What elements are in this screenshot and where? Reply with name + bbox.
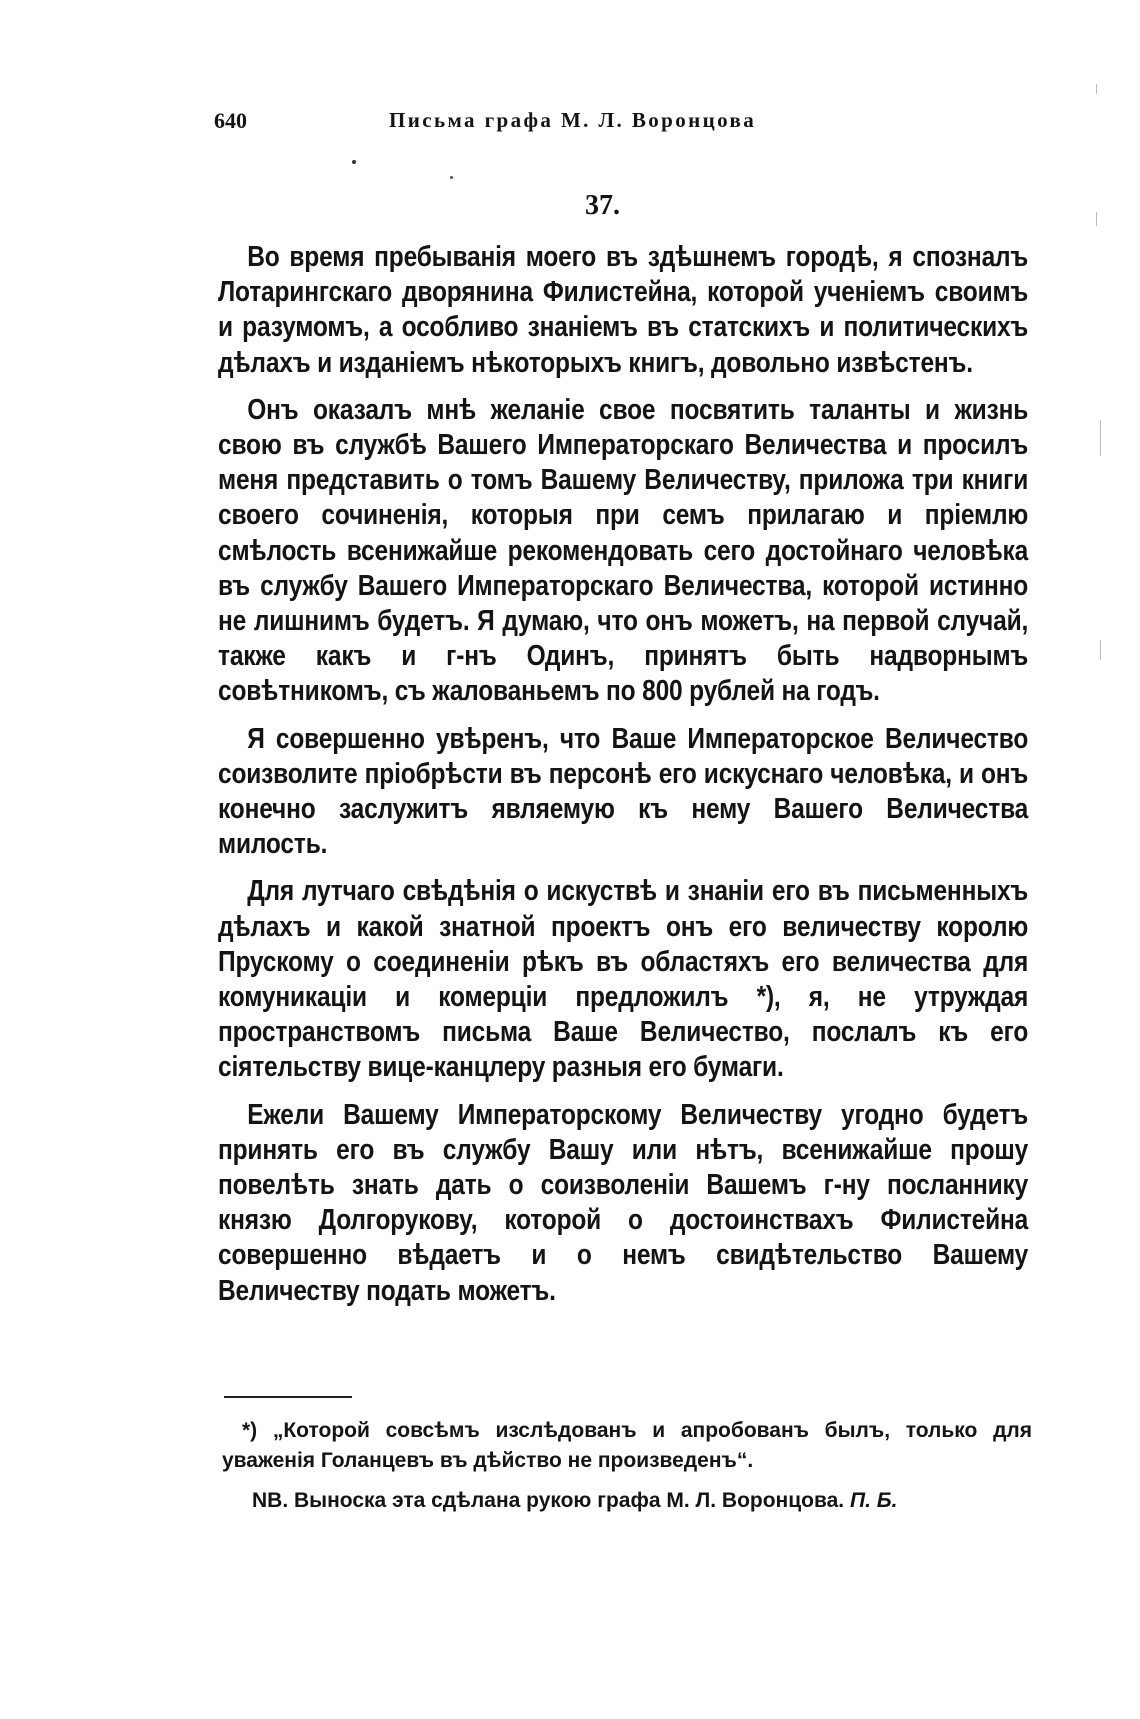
page-number: 640 (214, 108, 247, 133)
page-header (214, 108, 834, 138)
paragraph-3: Я совершенно увѣренъ, что Ваше Императорское Величество соизволите пріобрѣсти въ персонѣ его искуснаго человѣка, и онъ конечно заслужитъ являемую къ нему Вашего Величества милость. (218, 722, 1029, 861)
letter-body (218, 240, 1028, 1321)
footnote-text: *) „Которой совсѣмъ изслѣдованъ и апробованъ былъ, только для уваженія Голанцевъ въ дѣйство не произведенъ“. (222, 1419, 1032, 1472)
paragraph-5: Ежели Вашему Императорскому Величеству угодно будетъ принять его въ службу Вашу или нѣтъ, всенижайше прошу повелѣть знать дать о соизволеніи Вашемъ г-ну посланнику князю Долгорукову, которой о достоинствахъ Филистейна совершенно вѣдаетъ и о немъ свидѣтельство Вашему Величеству подать можетъ. (218, 1098, 1029, 1307)
paragraph-4: Для лутчаго свѣдѣнія о искуствѣ и знаніи его въ письменныхъ дѣлахъ и какой знатной проектъ онъ его величеству королю Прускому о соединеніи рѣкъ въ областяхъ его величества для комуникаціи и комерціи предложилъ *), я, не утруждая пространствомъ письма Ваше Величество, послалъ къ его сіятельству вице-канцлеру разныя его бумаги. (218, 875, 1029, 1084)
paragraph-1: Во время пребыванія моего въ здѣшнемъ городѣ, я спозналъ Лотарингскаго дворянина Филистейна, которой ученіемъ своимъ и разумомъ, а особливо знаніемъ въ статскихъ и политическихъ дѣлахъ и изданіемъ нѣкоторыхъ книгъ, довольно извѣстенъ. (218, 241, 1029, 379)
print-speck (352, 160, 356, 164)
footnote-divider (224, 1396, 352, 1398)
letter-number: 37. (585, 190, 620, 221)
scan-edge-mark (1100, 420, 1101, 456)
scan-edge-mark (1096, 84, 1097, 94)
running-title: Письма графа М. Л. Воронцова (389, 108, 757, 132)
scan-edge-mark (1100, 640, 1101, 660)
footnote (222, 1416, 1032, 1516)
editor-note-text: NB. Выноска эта сдѣлана рукою графа М. Л. Воронцова. (252, 1489, 845, 1512)
print-speck (450, 176, 453, 179)
scan-edge-mark (1096, 212, 1097, 226)
editor-note (222, 1486, 1032, 1516)
paragraph-2: Онъ оказалъ мнѣ желаніе свое посвятить таланты и жизнь свою въ службѣ Вашего Императорскаго Величества и просилъ меня представить о томъ Вашему Величеству, приложа три книги своего сочиненія, которыя при семъ прилагаю и пріемлю смѣлость всенижайше рекомендовать сего достойнаго человѣка въ службу Вашего Императорскаго Величества, которой истинно не лишнимъ будетъ. Я думаю, что онъ можетъ, на первой случай, также какъ и г-нъ Одинъ, принятъ быть надворнымъ совѣтникомъ, съ жалованьемъ по 800 рублей на годъ. (218, 393, 1029, 708)
editor-initials: П. Б. (849, 1489, 898, 1512)
